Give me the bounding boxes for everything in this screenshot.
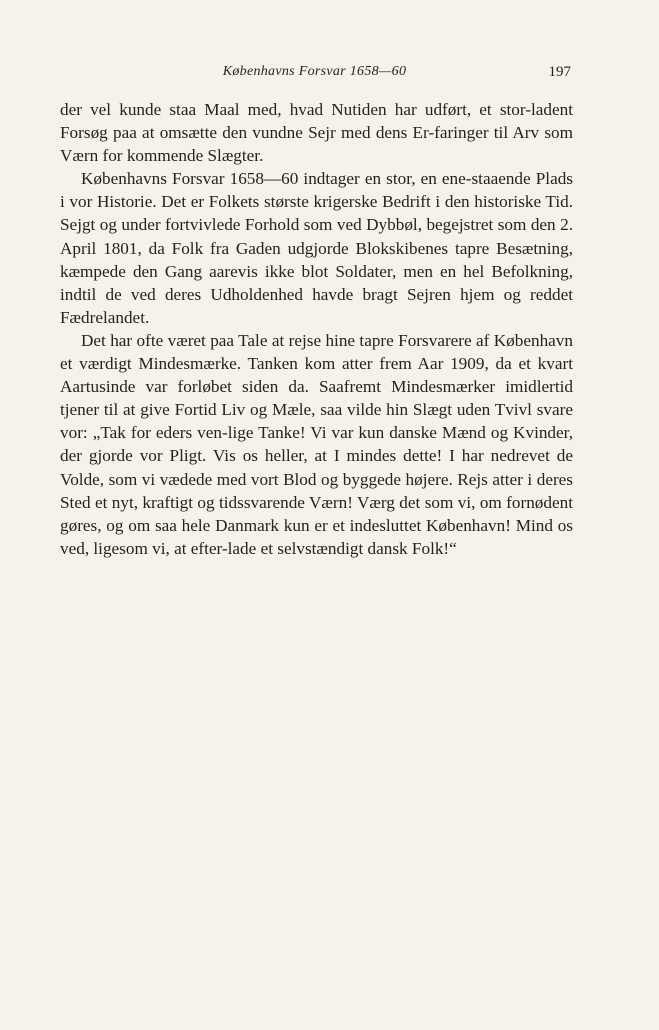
paragraph-2: Københavns Forsvar 1658—60 indtager en stor, en ene-staaende Plads i vor Historie. Det er Folkets største krigerske Bedrift i den historiske Tid. Sejgt og under fortvivlede Forhold som ved Dybbøl, begejstret som den 2. April 1801, da Folk fra Gaden udgjorde Blokskibenes tapre Besætning, kæmpede den Gang aarevis ikke blot Soldater, men en hel Befolkning, indtil de ved deres Udholdenhed havde bragt Sejren hjem og reddet Fædrelandet. — [60, 169, 573, 327]
paragraph-3: Det har ofte været paa Tale at rejse hine tapre Forsvarere af København et værdigt Mindesmærke. Tanken kom atter frem Aar 1909, da et kvart Aartusinde var forløbet siden da. Saafremt Mindesmærker imidlertid tjener til at give Fortid Liv og Mæle, saa vilde hin Slægt uden Tvivl svare vor: „Tak for eders ven-lige Tanke! Vi var kun danske Mænd og Kvinder, der gjorde vor Pligt. Vis os heller, at I mindes dette! I har nedrevet de Volde, som vi vædede med vort Blod og byggede højere. Rejs atter i deres Sted et nyt, kraftigt og tidssvarende Værn! Værg det som vi, om fornødent gøres, og om saa hele Danmark kun er et indesluttet København! Mind os ved, ligesom vi, at efter-lade et selvstændigt dansk Folk!“ — [60, 330, 573, 558]
running-title: Københavns Forsvar 1658—60 — [222, 64, 407, 79]
paragraph-1: der vel kunde staa Maal med, hvad Nutiden har udført, et stor-ladent Forsøg paa at omsætte den vundne Sejr med dens Er-faringer til Arv som Værn for kommende Slægter. — [60, 100, 573, 166]
body-text — [60, 98, 573, 560]
page-number: 197 — [548, 64, 571, 80]
running-head — [58, 64, 571, 84]
